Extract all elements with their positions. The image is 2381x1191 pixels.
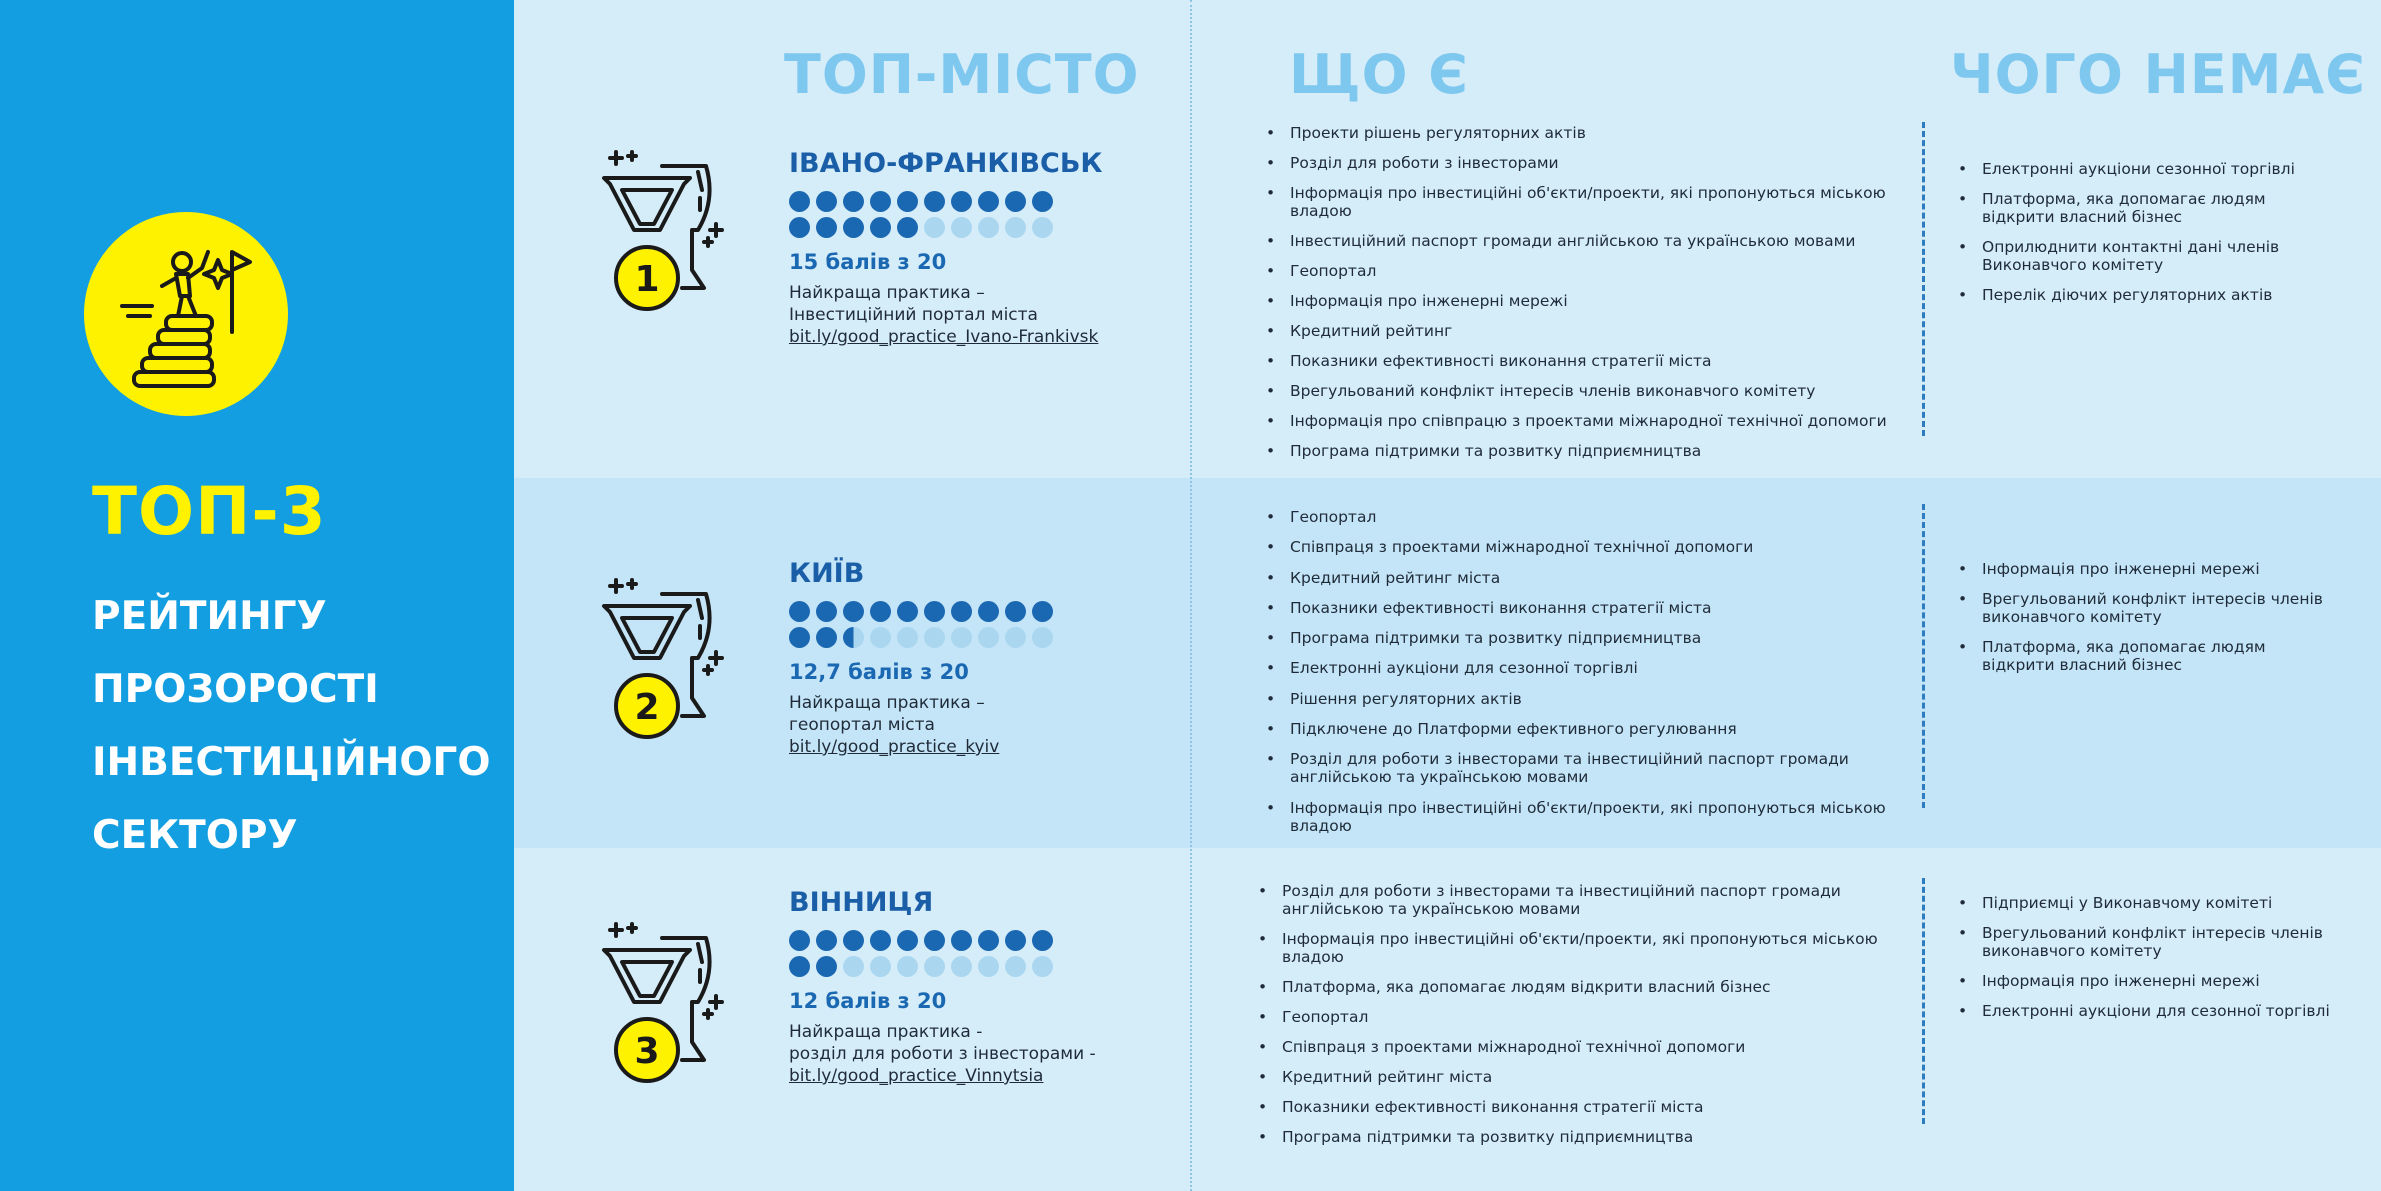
score-dot — [789, 217, 810, 238]
score-dot — [870, 601, 891, 622]
city-name: ІВАНО-ФРАНКІВСЬК — [789, 148, 1103, 179]
city-score: 12 балів з 20 — [789, 989, 947, 1013]
score-dot — [924, 627, 945, 648]
stairs-success-icon — [84, 212, 288, 416]
list-item: • Програма підтримки та розвитку підприємництва — [1264, 442, 1904, 460]
score-dot — [924, 191, 945, 212]
list-item: • Платформа, яка допомагає людям відкрити власний бізнес — [1956, 638, 2336, 674]
score-dot — [870, 627, 891, 648]
score-dot — [789, 956, 810, 977]
score-dot — [1032, 956, 1053, 977]
list-item: • Платформа, яка допомагає людям відкрити власний бізнес — [1956, 190, 2336, 226]
header-what-is: ЩО Є — [1289, 43, 1469, 106]
medal-rank: 1 — [634, 259, 660, 300]
list-item: • Показники ефективності виконання стратегії міста — [1256, 1098, 1916, 1116]
score-dot — [1005, 627, 1026, 648]
score-dot — [1005, 217, 1026, 238]
sidebar-subtitle-line: СЕКТОРУ — [92, 813, 298, 858]
score-dot — [978, 191, 999, 212]
score-dot — [1032, 930, 1053, 951]
score-dot — [870, 191, 891, 212]
list-item: • Розділ для роботи з інвесторами та інвестиційний паспорт громади англійською та українською мовами — [1264, 750, 1924, 786]
list-item: • Електронні аукціони сезонної торгівлі — [1956, 160, 2336, 178]
score-dot — [951, 956, 972, 977]
city-name: КИЇВ — [789, 558, 865, 589]
score-dot — [789, 601, 810, 622]
list-item: • Врегульований конфлікт інтересів членів виконавчого комітету — [1264, 382, 1904, 400]
sidebar-subtitle-line: ПРОЗОРОСТІ — [92, 667, 379, 712]
practice-line: геопортал міста — [789, 715, 935, 735]
score-dot — [924, 956, 945, 977]
practice-line: Найкраща практика - — [789, 1022, 983, 1042]
sidebar-subtitle-line: РЕЙТИНГУ — [92, 594, 327, 639]
list-item: • Співпраця з проектами міжнародної технічної допомоги — [1256, 1038, 1916, 1056]
list-item: • Врегульований конфлікт інтересів членів виконавчого комітету — [1956, 924, 2336, 960]
score-dot — [1032, 601, 1053, 622]
list-item: • Врегульований конфлікт інтересів членів виконавчого комітету — [1956, 590, 2336, 626]
score-dots — [789, 601, 1059, 648]
score-dot — [816, 217, 837, 238]
list-item: • Геопортал — [1264, 508, 1924, 526]
score-dot — [978, 601, 999, 622]
score-dot — [816, 191, 837, 212]
city-card — [789, 148, 1169, 348]
score-dot — [897, 930, 918, 951]
score-dot — [978, 930, 999, 951]
list-item: • Проекти рішень регуляторних актів — [1264, 124, 1904, 142]
list-item: • Оприлюднити контактні дані членів Виконавчого комітету — [1956, 238, 2336, 274]
practice-line: розділ для роботи з інвесторами - — [789, 1044, 1096, 1064]
score-dot — [816, 601, 837, 622]
sidebar-title: ТОП-3 — [92, 473, 327, 550]
score-dot — [897, 601, 918, 622]
score-dot — [789, 191, 810, 212]
list-item: • Показники ефективності виконання стратегії міста — [1264, 599, 1924, 617]
list-item: • Геопортал — [1264, 262, 1904, 280]
list-item: • Інформація про інвестиційні об'єкти/проекти, які пропонуються міською владою — [1264, 184, 1904, 220]
score-dot — [1005, 930, 1026, 951]
list-item: • Кредитний рейтинг міста — [1264, 569, 1924, 587]
score-dot — [978, 956, 999, 977]
list-separator — [1922, 504, 1925, 808]
medal-icon — [592, 150, 737, 315]
best-practice — [789, 282, 1169, 348]
list-item: • Інформація про співпрацю з проектами міжнародної технічної допомоги — [1264, 412, 1904, 430]
score-dot — [897, 217, 918, 238]
has-list — [1256, 882, 1916, 1158]
header-top-city: ТОП-МІСТО — [784, 43, 1140, 106]
score-dot — [816, 930, 837, 951]
score-dot — [951, 601, 972, 622]
list-item: • Програма підтримки та розвитку підприємництва — [1256, 1128, 1916, 1146]
score-dot — [897, 956, 918, 977]
city-card — [789, 558, 1169, 758]
list-item: • Кредитний рейтинг — [1264, 322, 1904, 340]
sidebar-subtitle — [92, 580, 491, 872]
score-dot — [978, 217, 999, 238]
list-item: • Електронні аукціони для сезонної торгівлі — [1264, 659, 1924, 677]
score-dot — [1032, 217, 1053, 238]
practice-line: Найкраща практика – — [789, 283, 985, 303]
score-dot — [1032, 627, 1053, 648]
list-separator — [1922, 878, 1925, 1124]
practice-link[interactable]: bit.ly/good_practice_kyiv — [789, 737, 1000, 757]
list-item: • Інвестиційний паспорт громади англійською та українською мовами — [1264, 232, 1904, 250]
score-dot — [951, 217, 972, 238]
best-practice — [789, 1021, 1169, 1087]
missing-list — [1956, 160, 2336, 316]
score-dot — [1005, 956, 1026, 977]
score-dot — [951, 191, 972, 212]
missing-list — [1956, 894, 2336, 1032]
list-item: • Програма підтримки та розвитку підприємництва — [1264, 629, 1924, 647]
score-dot — [843, 956, 864, 977]
score-dot — [924, 601, 945, 622]
score-dot — [843, 627, 864, 648]
score-dot — [843, 217, 864, 238]
score-dot — [789, 930, 810, 951]
city-score: 15 балів з 20 — [789, 250, 947, 274]
score-dot — [951, 930, 972, 951]
list-item: • Електронні аукціони для сезонної торгівлі — [1956, 1002, 2336, 1020]
list-item: • Інформація про інвестиційні об'єкти/проекти, які пропонуються міською владою — [1256, 930, 1916, 966]
list-item: • Рішення регуляторних актів — [1264, 690, 1924, 708]
practice-line: Інвестиційний портал міста — [789, 305, 1038, 325]
score-dot — [843, 930, 864, 951]
list-item: • Співпраця з проектами міжнародної технічної допомоги — [1264, 538, 1924, 556]
score-dot — [870, 930, 891, 951]
sidebar — [0, 0, 514, 1191]
sidebar-subtitle-line: ІНВЕСТИЦІЙНОГО — [92, 740, 491, 785]
list-item: • Інформація про інженерні мережі — [1956, 560, 2336, 578]
practice-link[interactable]: bit.ly/good_practice_Vinnytsia — [789, 1066, 1044, 1086]
score-dot — [1005, 601, 1026, 622]
list-item: • Інформація про інженерні мережі — [1956, 972, 2336, 990]
medal-icon — [592, 578, 737, 743]
score-dot — [1032, 191, 1053, 212]
list-item: • Інформація про інженерні мережі — [1264, 292, 1904, 310]
medal-rank: 3 — [634, 1031, 660, 1072]
score-dot — [816, 956, 837, 977]
medal-rank: 2 — [634, 687, 660, 728]
score-dot — [1005, 191, 1026, 212]
score-dot — [816, 627, 837, 648]
city-card — [789, 887, 1169, 1087]
score-dot — [870, 217, 891, 238]
list-item: • Підключене до Платформи ефективного регулювання — [1264, 720, 1924, 738]
list-item: • Платформа, яка допомагає людям відкрити власний бізнес — [1256, 978, 1916, 996]
list-item: • Розділ для роботи з інвесторами та інвестиційний паспорт громади англійською та українською мовами — [1256, 882, 1916, 918]
score-dot — [897, 191, 918, 212]
list-item: • Підприємці у Виконавчому комітеті — [1956, 894, 2336, 912]
score-dot — [789, 627, 810, 648]
list-item: • Інформація про інвестиційні об'єкти/проекти, які пропонуються міською владою — [1264, 799, 1924, 835]
list-item: • Розділ для роботи з інвесторами — [1264, 154, 1904, 172]
score-dot — [978, 627, 999, 648]
best-practice — [789, 692, 1169, 758]
missing-list — [1956, 560, 2336, 686]
score-dot — [924, 930, 945, 951]
header-what-missing: ЧОГО НЕМАЄ — [1950, 43, 2366, 106]
list-item: • Геопортал — [1256, 1008, 1916, 1026]
has-list — [1264, 508, 1924, 847]
practice-line: Найкраща практика – — [789, 693, 985, 713]
score-dot — [924, 217, 945, 238]
medal-icon — [592, 922, 737, 1087]
score-dot — [870, 956, 891, 977]
score-dots — [789, 191, 1059, 238]
city-score: 12,7 балів з 20 — [789, 660, 969, 684]
list-item: • Перелік діючих регуляторних актів — [1956, 286, 2336, 304]
has-list — [1264, 124, 1904, 472]
score-dot — [897, 627, 918, 648]
list-separator — [1922, 122, 1925, 436]
column-divider — [1190, 0, 1192, 1191]
score-dot — [843, 191, 864, 212]
practice-link[interactable]: bit.ly/good_practice_Ivano-Frankivsk — [789, 327, 1099, 347]
list-item: • Показники ефективності виконання стратегії міста — [1264, 352, 1904, 370]
score-dots — [789, 930, 1059, 977]
list-item: • Кредитний рейтинг міста — [1256, 1068, 1916, 1086]
score-dot — [843, 601, 864, 622]
score-dot — [951, 627, 972, 648]
city-name: ВІННИЦЯ — [789, 887, 934, 918]
